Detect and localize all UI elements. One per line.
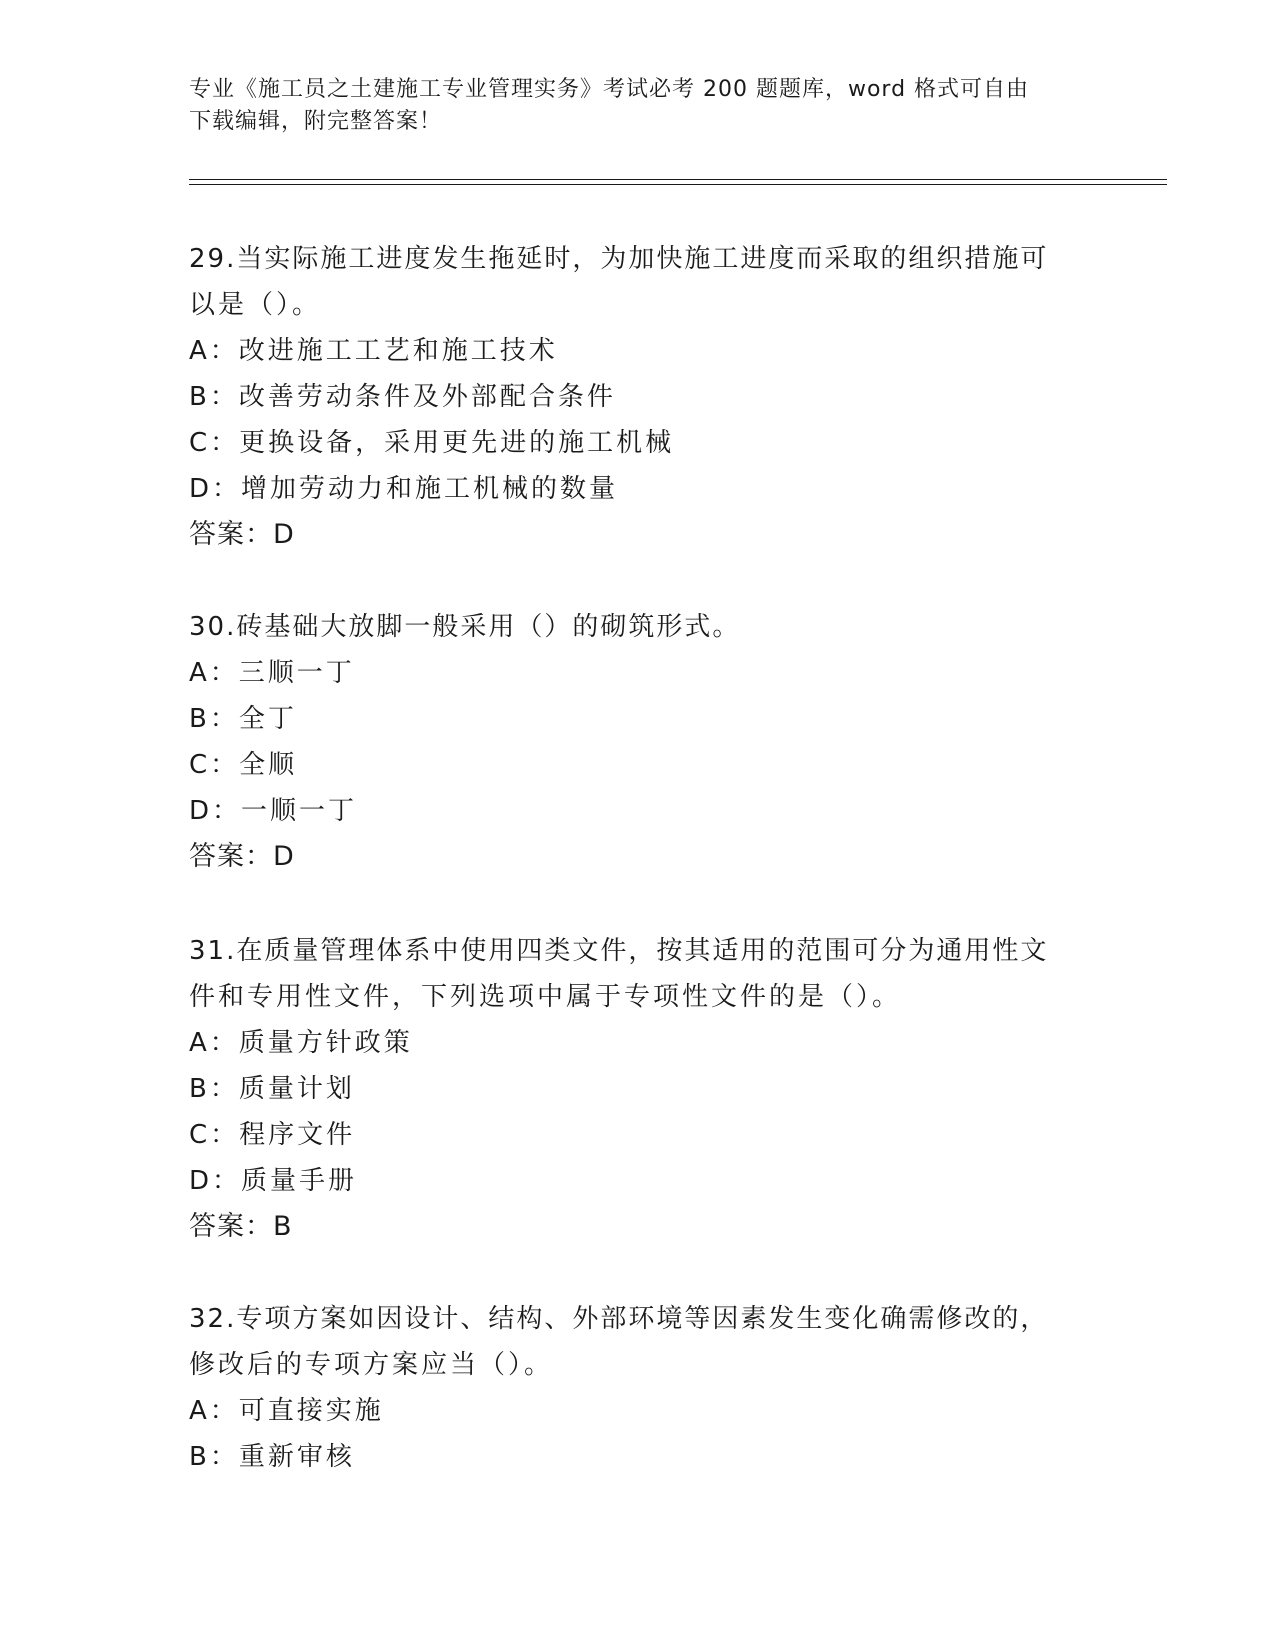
answer-label: 答案：D (189, 841, 295, 872)
option-a: A：质量方针政策 (189, 1028, 413, 1058)
question-stem: 32.专项方案如因设计、结构、外部环境等因素发生变化确需修改的， (189, 1304, 1049, 1334)
document-header (189, 74, 1089, 138)
question-30 (189, 604, 1089, 880)
header-line-2: 下载编辑，附完整答案！ (189, 109, 443, 134)
option-c: C：程序文件 (189, 1120, 356, 1150)
question-stem: 31.在质量管理体系中使用四类文件，按其适用的范围可分为通用性文 (189, 936, 1049, 966)
header-divider-top (189, 179, 1167, 180)
option-b: B：重新审核 (189, 1442, 355, 1472)
header-line-1: 专业《施工员之土建施工专业管理实务》考试必考 200 题题库，word 格式可自由 (189, 77, 1030, 102)
option-c: C：全顺 (189, 750, 298, 780)
question-stem: 件和专用性文件，下列选项中属于专项性文件的是（）。 (189, 982, 902, 1012)
option-b: B：质量计划 (189, 1074, 355, 1104)
option-b: B：全丁 (189, 704, 297, 734)
question-stem: 以是（）。 (189, 290, 322, 320)
header-divider-bottom (189, 184, 1167, 185)
question-stem: 29.当实际施工进度发生拖延时，为加快施工进度而采取的组织措施可 (189, 244, 1049, 274)
question-31 (189, 928, 1089, 1250)
option-c: C：更换设备，采用更先进的施工机械 (189, 428, 675, 458)
answer-label: 答案：D (189, 519, 295, 550)
option-d: D：一顺一丁 (189, 796, 358, 826)
option-b: B：改善劳动条件及外部配合条件 (189, 382, 616, 412)
option-d: D：质量手册 (189, 1166, 358, 1196)
answer-label: 答案：B (189, 1211, 293, 1242)
option-a: A：可直接实施 (189, 1396, 384, 1426)
option-a: A：三顺一丁 (189, 658, 355, 688)
option-a: A：改进施工工艺和施工技术 (189, 336, 558, 366)
question-stem: 修改后的专项方案应当（）。 (189, 1350, 554, 1380)
question-29 (189, 236, 1089, 558)
question-32 (189, 1296, 1089, 1480)
question-stem: 30.砖基础大放脚一般采用（）的砌筑形式。 (189, 612, 741, 642)
option-d: D：增加劳动力和施工机械的数量 (189, 474, 619, 504)
